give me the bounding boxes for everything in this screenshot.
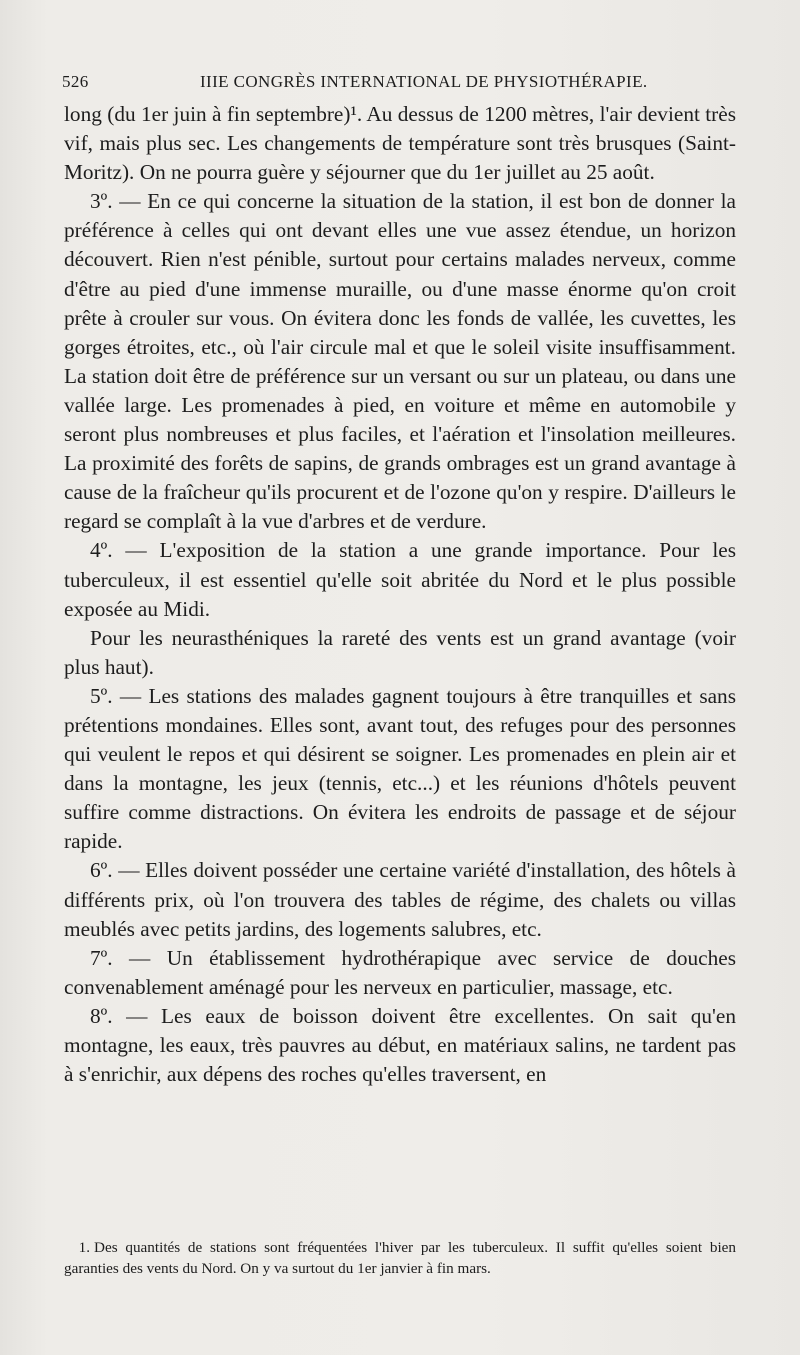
page-header	[62, 70, 734, 98]
paragraph-section-5: 5º. — Les stations des malades gagnent toujours à être tranquilles et sans prétentions mondaines. Elles sont, avant tout, des refuges pour des personnes qui veulent le repos et qui désirent se soigner. Les promenades en plein air et dans la montagne, les jeux (tennis, etc...) et les réunions d'hôtels peuvent suffire comme distractions. On évitera les endroits de passage et de séjour rapide.	[64, 683, 736, 854]
body-text	[64, 100, 736, 1089]
footnote	[64, 1238, 736, 1279]
paragraph-continuation: long (du 1er juin à fin septembre)¹. Au dessus de 1200 mètres, l'air devient très vif, mais plus sec. Les changements de température sont très brusques (Saint-Moritz). On ne pourra guère y séjourner que du 1er juillet au 25 août.	[64, 102, 736, 185]
footnote-text: Des quantités de stations sont fréquentées l'hiver par les tuberculeux. Il suffit qu'elles soient bien garanties des vents du Nord. On y va surtout du 1er janvier à fin mars.	[64, 1239, 736, 1277]
running-title: IIIE CONGRÈS INTERNATIONAL DE PHYSIOTHÉRAPIE.	[200, 72, 648, 91]
paragraph-section-6: 6º. — Elles doivent posséder une certaine variété d'installation, des hôtels à différents prix, où l'on trouvera des tables de régime, des chalets ou villas meublés avec petits jardins, des logements salubres, etc.	[64, 858, 736, 941]
page-number: 526	[62, 72, 89, 91]
paragraph-section-4: 4º. — L'exposition de la station a une grande importance. Pour les tuberculeux, il est essentiel qu'elle soit abritée du Nord et le plus possible exposée au Midi.	[64, 538, 736, 621]
paragraph-neurasthenics: Pour les neurasthéniques la rareté des vents est un grand avantage (voir plus haut).	[64, 625, 736, 679]
paragraph-section-8: 8º. — Les eaux de boisson doivent être excellentes. On sait qu'en montagne, les eaux, très pauvres au début, en matériaux salins, ne tardent pas à s'enrichir, aux dépens des roches qu'elles traversent, en	[64, 1003, 736, 1087]
footnote-number: 1.	[78, 1239, 90, 1256]
paragraph-section-3: 3º. — En ce qui concerne la situation de la station, il est bon de donner la préférence à celles qui ont devant elles une vue assez étendue, un horizon découvert. Rien n'est pénible, surtout pour certains malades nerveux, comme d'être au pied d'une immense muraille, ou d'une masse énorme qu'on croit prête à crouler sur vous. On évitera donc les fonds de vallée, les cuvettes, les gorges étroites, etc., où l'air circule mal et que le soleil visite insuffisamment. La station doit être de préférence sur un versant ou sur un plateau, ou dans une vallée large. Les promenades à pied, en voiture et même en automobile y seront plus nombreuses et plus faciles, et l'aération et l'insolation meilleures. La proximité des forêts de sapins, de grands ombrages est un grand avantage à cause de la fraîcheur qu'ils procurent et de l'ozone qu'on y respire. D'ailleurs le regard se complaît à la vue d'arbres et de verdure.	[64, 189, 736, 534]
paragraph-section-7: 7º. — Un établissement hydrothérapique avec service de douches convenablement aménagé pour les nerveux en particulier, massage, etc.	[64, 945, 736, 999]
